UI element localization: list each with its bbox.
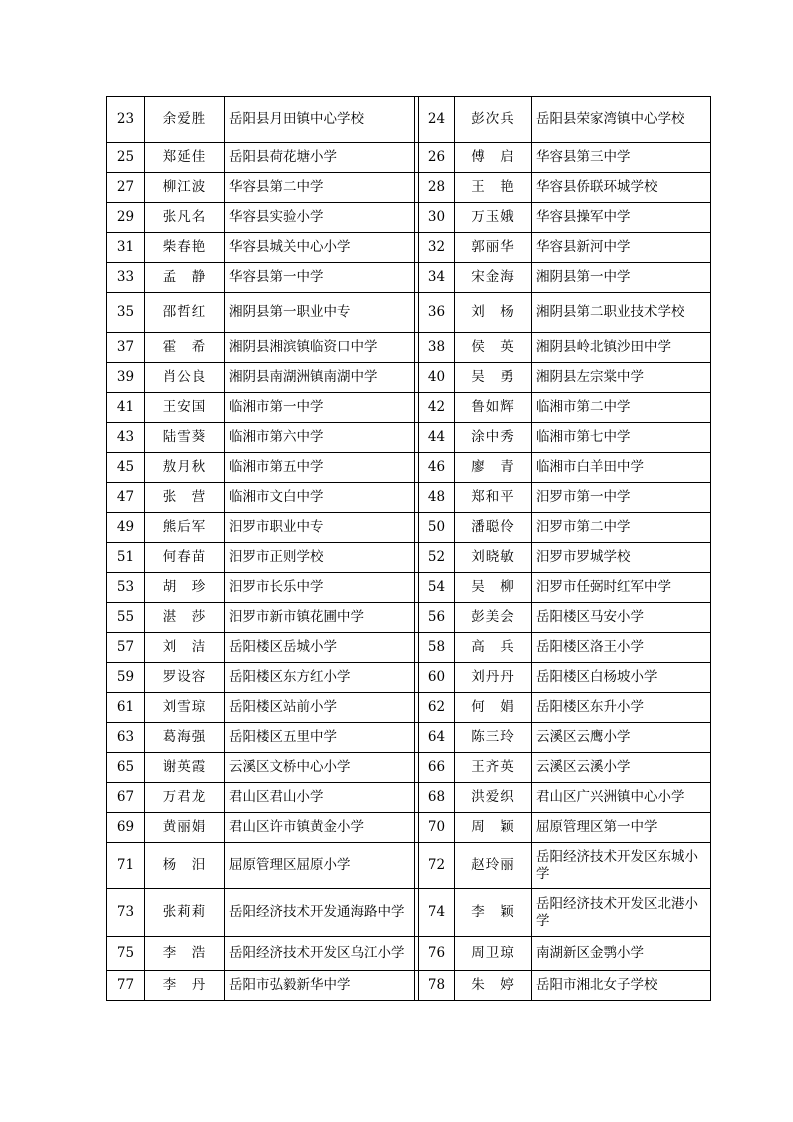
right-name-cell: 傅 启 (455, 143, 532, 173)
left-number-cell: 35 (107, 293, 145, 333)
right-name-cell: 王齐英 (455, 753, 532, 783)
left-name-cell: 李 丹 (145, 971, 225, 1001)
left-name-cell: 刘 洁 (145, 633, 225, 663)
left-school-cell: 岳阳楼区站前小学 (225, 693, 415, 723)
right-name-cell: 吴 柳 (455, 573, 532, 603)
left-number-cell: 33 (107, 263, 145, 293)
left-number-cell: 45 (107, 453, 145, 483)
right-school-cell: 岳阳楼区白杨坡小学 (532, 663, 711, 693)
left-number-cell: 77 (107, 971, 145, 1001)
right-school-cell: 湘阴县第二职业技术学校 (532, 293, 711, 333)
left-name-cell: 杨 汨 (145, 843, 225, 889)
right-school-cell: 湘阴县第一中学 (532, 263, 711, 293)
right-school-cell: 岳阳楼区马安小学 (532, 603, 711, 633)
right-number-cell: 74 (419, 889, 455, 937)
right-number-cell: 72 (419, 843, 455, 889)
left-number-cell: 67 (107, 783, 145, 813)
left-school-cell: 岳阳楼区五里中学 (225, 723, 415, 753)
table-row (107, 263, 711, 293)
right-school-cell: 华容县侨联环城学校 (532, 173, 711, 203)
left-number-cell: 27 (107, 173, 145, 203)
right-name-cell: 廖 青 (455, 453, 532, 483)
right-name-cell: 郑和平 (455, 483, 532, 513)
right-school-cell: 湘阴县岭北镇沙田中学 (532, 333, 711, 363)
right-number-cell: 56 (419, 603, 455, 633)
right-number-cell: 54 (419, 573, 455, 603)
left-name-cell: 何春苗 (145, 543, 225, 573)
right-number-cell: 46 (419, 453, 455, 483)
right-name-cell: 宋金海 (455, 263, 532, 293)
left-name-cell: 熊后军 (145, 513, 225, 543)
right-number-cell: 76 (419, 937, 455, 971)
table-row (107, 423, 711, 453)
left-number-cell: 61 (107, 693, 145, 723)
right-school-cell: 华容县第三中学 (532, 143, 711, 173)
left-name-cell: 张莉莉 (145, 889, 225, 937)
right-school-cell: 临湘市第七中学 (532, 423, 711, 453)
left-name-cell: 万君龙 (145, 783, 225, 813)
table-row (107, 753, 711, 783)
left-school-cell: 湘阴县第一职业中专 (225, 293, 415, 333)
left-number-cell: 37 (107, 333, 145, 363)
right-name-cell: 朱 婷 (455, 971, 532, 1001)
right-school-cell: 华容县新河中学 (532, 233, 711, 263)
table-row (107, 483, 711, 513)
right-name-cell: 李 颖 (455, 889, 532, 937)
right-school-cell: 岳阳楼区洛王小学 (532, 633, 711, 663)
left-number-cell: 55 (107, 603, 145, 633)
roster-body (107, 97, 711, 1001)
left-name-cell: 柳江波 (145, 173, 225, 203)
left-name-cell: 郑延佳 (145, 143, 225, 173)
right-number-cell: 64 (419, 723, 455, 753)
right-name-cell: 郭丽华 (455, 233, 532, 263)
left-school-cell: 君山区许市镇黄金小学 (225, 813, 415, 843)
right-school-cell: 云溪区云鹰小学 (532, 723, 711, 753)
right-number-cell: 58 (419, 633, 455, 663)
left-name-cell: 张 营 (145, 483, 225, 513)
left-name-cell: 张凡名 (145, 203, 225, 233)
right-school-cell: 云溪区云溪小学 (532, 753, 711, 783)
right-name-cell: 陈三玲 (455, 723, 532, 753)
left-name-cell: 余爱胜 (145, 97, 225, 143)
right-school-cell: 汨罗市罗城学校 (532, 543, 711, 573)
left-number-cell: 23 (107, 97, 145, 143)
left-name-cell: 邵哲红 (145, 293, 225, 333)
roster-table (106, 96, 711, 1001)
left-name-cell: 陆雪葵 (145, 423, 225, 453)
right-name-cell: 周 颖 (455, 813, 532, 843)
left-name-cell: 葛海强 (145, 723, 225, 753)
right-number-cell: 28 (419, 173, 455, 203)
left-school-cell: 岳阳经济技术开发通海路中学 (225, 889, 415, 937)
left-name-cell: 敖月秋 (145, 453, 225, 483)
left-number-cell: 49 (107, 513, 145, 543)
right-name-cell: 刘 杨 (455, 293, 532, 333)
right-school-cell: 岳阳经济技术开发区北港小学 (532, 889, 711, 937)
right-name-cell: 鲁如辉 (455, 393, 532, 423)
left-school-cell: 华容县城关中心小学 (225, 233, 415, 263)
right-name-cell: 洪爱织 (455, 783, 532, 813)
left-name-cell: 柴春艳 (145, 233, 225, 263)
left-school-cell: 岳阳楼区东方红小学 (225, 663, 415, 693)
left-number-cell: 25 (107, 143, 145, 173)
right-school-cell: 汨罗市任弼时红军中学 (532, 573, 711, 603)
right-school-cell: 华容县操军中学 (532, 203, 711, 233)
right-school-cell: 临湘市白羊田中学 (532, 453, 711, 483)
right-number-cell: 68 (419, 783, 455, 813)
table-row (107, 97, 711, 143)
table-row (107, 543, 711, 573)
left-name-cell: 孟 静 (145, 263, 225, 293)
left-school-cell: 临湘市第五中学 (225, 453, 415, 483)
right-school-cell: 岳阳经济技术开发区东城小学 (532, 843, 711, 889)
table-row (107, 603, 711, 633)
left-school-cell: 汨罗市职业中专 (225, 513, 415, 543)
right-number-cell: 44 (419, 423, 455, 453)
table-row (107, 143, 711, 173)
table-row (107, 971, 711, 1001)
left-number-cell: 31 (107, 233, 145, 263)
left-name-cell: 刘雪琼 (145, 693, 225, 723)
right-name-cell: 何 娟 (455, 693, 532, 723)
left-number-cell: 69 (107, 813, 145, 843)
left-number-cell: 51 (107, 543, 145, 573)
right-school-cell: 临湘市第二中学 (532, 393, 711, 423)
table-row (107, 693, 711, 723)
right-number-cell: 24 (419, 97, 455, 143)
left-name-cell: 谢英霞 (145, 753, 225, 783)
left-name-cell: 霍 希 (145, 333, 225, 363)
right-name-cell: 刘丹丹 (455, 663, 532, 693)
left-school-cell: 华容县第二中学 (225, 173, 415, 203)
right-number-cell: 42 (419, 393, 455, 423)
left-school-cell: 君山区君山小学 (225, 783, 415, 813)
right-name-cell: 高 兵 (455, 633, 532, 663)
right-number-cell: 30 (419, 203, 455, 233)
right-name-cell: 周卫琼 (455, 937, 532, 971)
right-school-cell: 汨罗市第二中学 (532, 513, 711, 543)
right-name-cell: 刘晓敏 (455, 543, 532, 573)
left-number-cell: 57 (107, 633, 145, 663)
table-row (107, 633, 711, 663)
right-number-cell: 60 (419, 663, 455, 693)
right-name-cell: 涂中秀 (455, 423, 532, 453)
right-name-cell: 彭美会 (455, 603, 532, 633)
right-school-cell: 岳阳县荣家湾镇中心学校 (532, 97, 711, 143)
table-row (107, 723, 711, 753)
left-number-cell: 47 (107, 483, 145, 513)
left-name-cell: 胡 珍 (145, 573, 225, 603)
table-row (107, 573, 711, 603)
left-number-cell: 29 (107, 203, 145, 233)
right-name-cell: 吴 勇 (455, 363, 532, 393)
left-school-cell: 湘阴县南湖洲镇南湖中学 (225, 363, 415, 393)
right-name-cell: 王 艳 (455, 173, 532, 203)
table-row (107, 663, 711, 693)
left-school-cell: 岳阳县月田镇中心学校 (225, 97, 415, 143)
right-name-cell: 侯 英 (455, 333, 532, 363)
left-name-cell: 罗设容 (145, 663, 225, 693)
right-number-cell: 78 (419, 971, 455, 1001)
table-row (107, 813, 711, 843)
left-number-cell: 59 (107, 663, 145, 693)
right-name-cell: 万玉娥 (455, 203, 532, 233)
table-row (107, 293, 711, 333)
table-row (107, 513, 711, 543)
right-number-cell: 48 (419, 483, 455, 513)
table-row (107, 233, 711, 263)
left-name-cell: 黄丽娟 (145, 813, 225, 843)
table-row (107, 453, 711, 483)
right-school-cell: 南湖新区金鹗小学 (532, 937, 711, 971)
left-school-cell: 华容县实验小学 (225, 203, 415, 233)
table-row (107, 203, 711, 233)
left-name-cell: 肖公良 (145, 363, 225, 393)
left-number-cell: 73 (107, 889, 145, 937)
left-school-cell: 岳阳县荷花塘小学 (225, 143, 415, 173)
left-school-cell: 岳阳经济技术开发区乌江小学 (225, 937, 415, 971)
table-row (107, 937, 711, 971)
left-school-cell: 临湘市第一中学 (225, 393, 415, 423)
right-school-cell: 汨罗市第一中学 (532, 483, 711, 513)
left-school-cell: 湘阴县湘滨镇临资口中学 (225, 333, 415, 363)
right-number-cell: 50 (419, 513, 455, 543)
left-number-cell: 63 (107, 723, 145, 753)
table-row (107, 843, 711, 889)
table-row (107, 393, 711, 423)
right-number-cell: 62 (419, 693, 455, 723)
right-number-cell: 38 (419, 333, 455, 363)
left-school-cell: 岳阳市弘毅新华中学 (225, 971, 415, 1001)
left-school-cell: 汨罗市正则学校 (225, 543, 415, 573)
right-number-cell: 26 (419, 143, 455, 173)
left-name-cell: 王安国 (145, 393, 225, 423)
left-number-cell: 41 (107, 393, 145, 423)
left-school-cell: 临湘市第六中学 (225, 423, 415, 453)
table-row (107, 889, 711, 937)
left-school-cell: 汨罗市新市镇花圃中学 (225, 603, 415, 633)
right-number-cell: 34 (419, 263, 455, 293)
left-number-cell: 65 (107, 753, 145, 783)
left-school-cell: 岳阳楼区岳城小学 (225, 633, 415, 663)
left-name-cell: 李 浩 (145, 937, 225, 971)
table-row (107, 783, 711, 813)
left-school-cell: 屈原管理区屈原小学 (225, 843, 415, 889)
left-number-cell: 53 (107, 573, 145, 603)
right-number-cell: 32 (419, 233, 455, 263)
left-name-cell: 湛 莎 (145, 603, 225, 633)
left-number-cell: 71 (107, 843, 145, 889)
right-school-cell: 屈原管理区第一中学 (532, 813, 711, 843)
left-school-cell: 临湘市文白中学 (225, 483, 415, 513)
table-row (107, 363, 711, 393)
right-number-cell: 52 (419, 543, 455, 573)
right-school-cell: 岳阳市湘北女子学校 (532, 971, 711, 1001)
table-row (107, 173, 711, 203)
left-number-cell: 43 (107, 423, 145, 453)
table-row (107, 333, 711, 363)
right-number-cell: 36 (419, 293, 455, 333)
left-school-cell: 云溪区文桥中心小学 (225, 753, 415, 783)
right-name-cell: 彭次兵 (455, 97, 532, 143)
right-name-cell: 赵玲丽 (455, 843, 532, 889)
right-number-cell: 40 (419, 363, 455, 393)
right-school-cell: 湘阴县左宗棠中学 (532, 363, 711, 393)
right-name-cell: 潘聪伶 (455, 513, 532, 543)
left-school-cell: 华容县第一中学 (225, 263, 415, 293)
right-school-cell: 君山区广兴洲镇中心小学 (532, 783, 711, 813)
left-school-cell: 汨罗市长乐中学 (225, 573, 415, 603)
left-number-cell: 39 (107, 363, 145, 393)
right-number-cell: 70 (419, 813, 455, 843)
right-number-cell: 66 (419, 753, 455, 783)
right-school-cell: 岳阳楼区东升小学 (532, 693, 711, 723)
left-number-cell: 75 (107, 937, 145, 971)
